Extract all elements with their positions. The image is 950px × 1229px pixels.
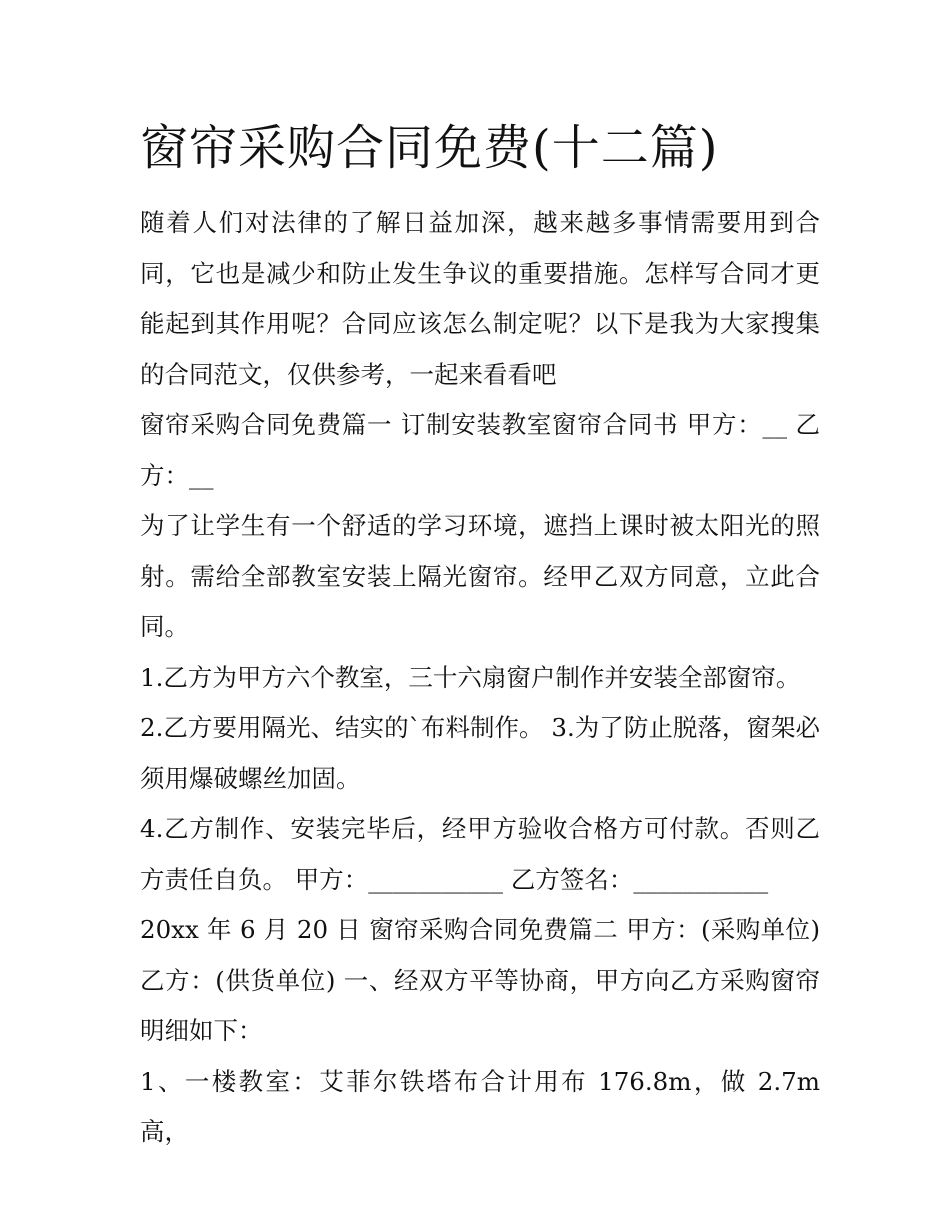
- document-body: [140, 198, 820, 1158]
- paragraph-contract-two-header: 20xx 年 6 月 20 日 窗帘采购合同免费篇二 甲方：(采购单位) 乙方：(供货单位) 一、经双方平等协商，甲方向乙方采购窗帘明细如下：: [140, 915, 820, 1045]
- paragraph-item-1: 1、一楼教室：艾菲尔铁塔布合计用布 176.8m，做 2.7m 高，: [140, 1066, 820, 1146]
- paragraph-contract-one-header: 窗帘采购合同免费篇一 订制安装教室窗帘合同书 甲方：__ 乙方：__: [140, 410, 820, 490]
- paragraph-clause-2-3: 2.乙方要用隔光、结实的`布料制作。 3.为了防止脱落，窗架必须用爆破螺丝加固。: [140, 713, 820, 793]
- paragraph-purpose: 为了让学生有一个舒适的学习环境，遮挡上课时被太阳光的照射。需给全部教室安装上隔光窗帘。经甲乙双方同意，立此合同。: [140, 511, 820, 641]
- paragraph-intro: 随着人们对法律的了解日益加深，越来越多事情需要用到合同，它也是减少和防止发生争议的重要措施。怎样写合同才更能起到其作用呢？合同应该怎么制定呢？以下是我为大家搜集的合同范文，仅供参考，一起来看看吧: [140, 208, 820, 389]
- document-title: 窗帘采购合同免费(十二篇): [140, 120, 719, 176]
- paragraph-clause-4-signatures: 4.乙方制作、安装完毕后，经甲方验收合格方可付款。否则乙方责任自负。 甲方：___________ 乙方签名：___________: [140, 814, 820, 894]
- paragraph-clause-1: 1.乙方为甲方六个教室，三十六扇窗户制作并安装全部窗帘。: [140, 662, 801, 692]
